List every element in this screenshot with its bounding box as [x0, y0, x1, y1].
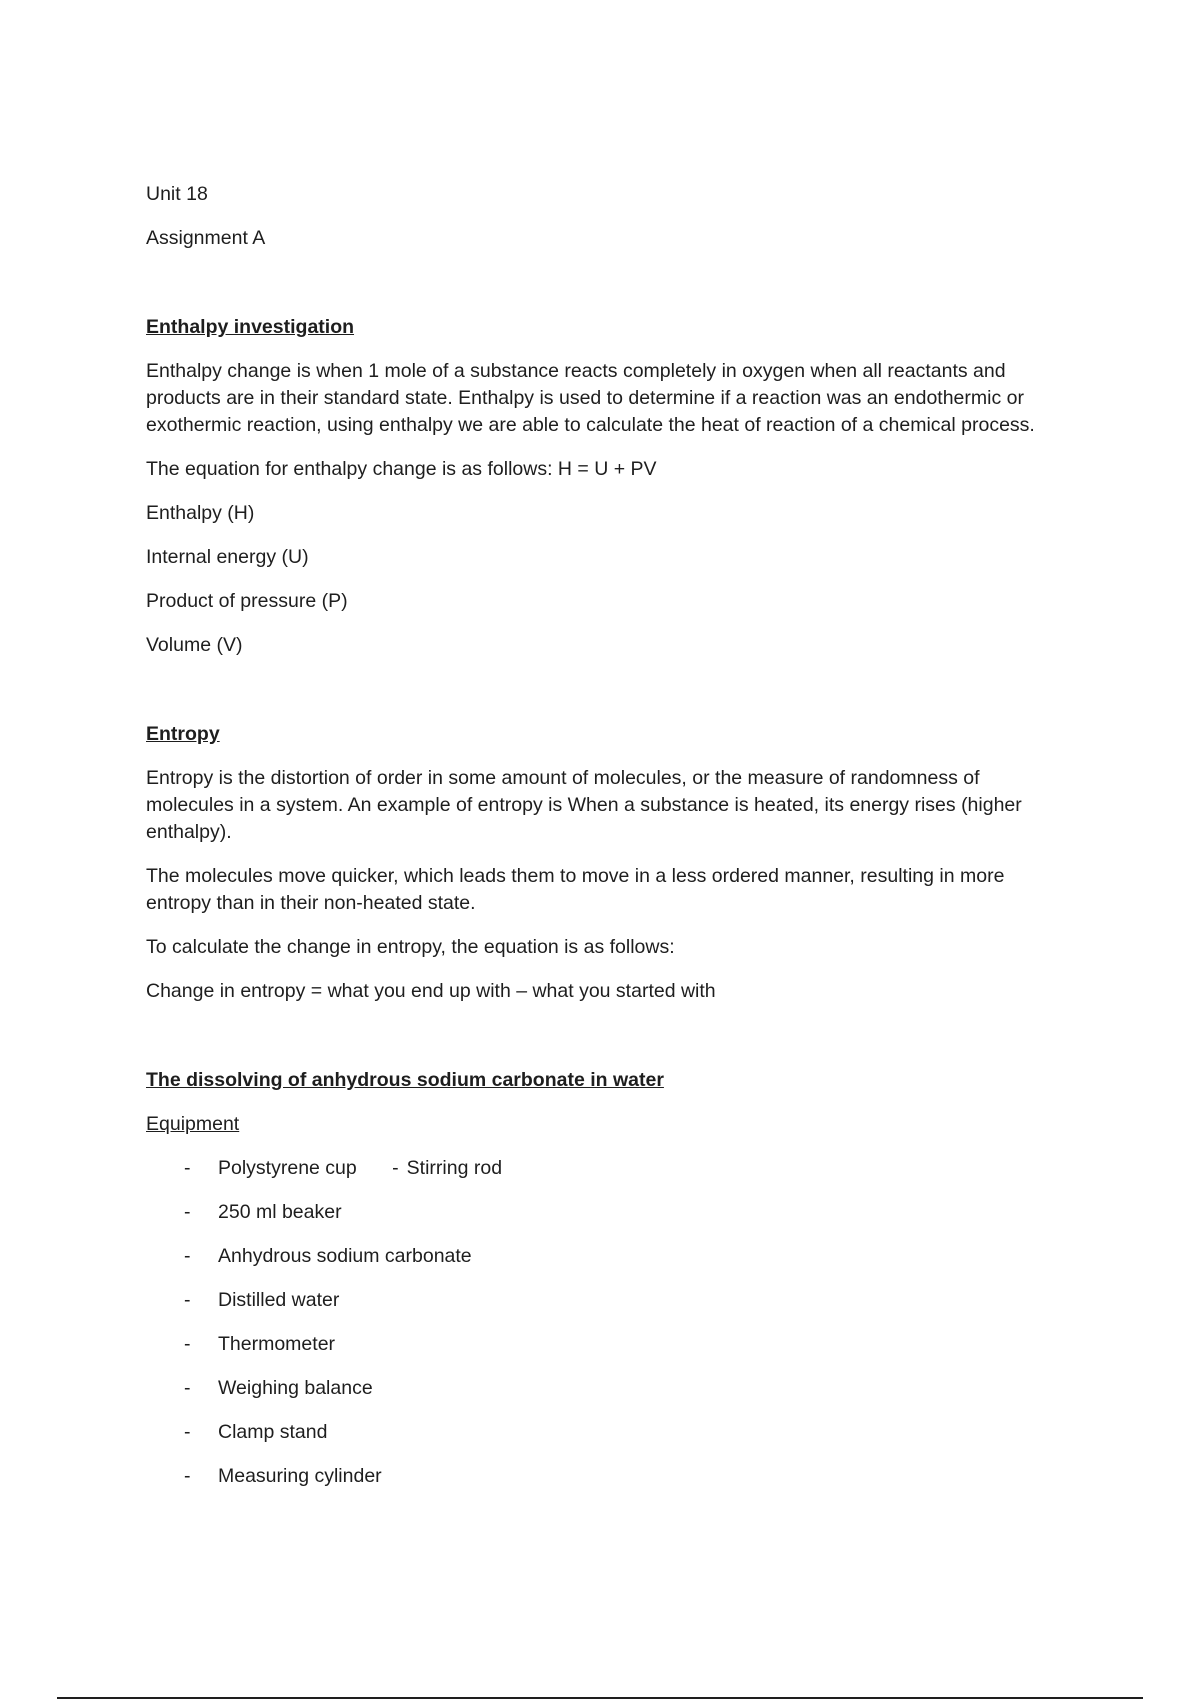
equipment-item: Clamp stand — [218, 1421, 328, 1443]
list-item — [146, 1375, 1046, 1402]
enthalpy-paragraph: Enthalpy change is when 1 mole of a substance reacts completely in oxygen when all reactants and products are in their standard state. Enthalpy is used to determine if a reaction was an endothermic or exothermic reaction, using enthalpy we are able to calculate the heat of reaction of a chemical process. — [146, 360, 1035, 436]
bullet-dash: - — [184, 1465, 191, 1487]
bullet-dash: - — [184, 1201, 191, 1223]
bullet-dash: - — [184, 1157, 191, 1179]
list-item — [146, 1199, 1046, 1226]
list-item — [146, 1331, 1046, 1358]
list-item — [146, 1155, 1046, 1182]
enthalpy-term-u: Internal energy (U) — [146, 546, 309, 568]
enthalpy-term-v: Volume (V) — [146, 634, 243, 656]
equipment-item: Weighing balance — [218, 1377, 373, 1399]
equipment-item: Stirring rod — [406, 1157, 503, 1179]
equipment-item: Distilled water — [218, 1289, 340, 1311]
enthalpy-term-p: Product of pressure (P) — [146, 590, 348, 612]
list-item — [146, 1243, 1046, 1270]
enthalpy-term-h: Enthalpy (H) — [146, 502, 255, 524]
entropy-paragraph-3: To calculate the change in entropy, the equation is as follows: — [146, 936, 675, 958]
entropy-paragraph-1: Entropy is the distortion of order in some amount of molecules, or the measure of randomness of molecules in a system. An example of entropy is When a substance is heated, its energy rises (higher enthalpy). — [146, 767, 1022, 843]
equipment-list — [146, 1155, 1046, 1490]
bullet-dash: - — [184, 1245, 191, 1267]
entropy-heading: Entropy — [146, 723, 220, 745]
list-item — [146, 1287, 1046, 1314]
entropy-equation: Change in entropy = what you end up with – what you started with — [146, 980, 716, 1002]
equipment-item: 250 ml beaker — [218, 1201, 342, 1223]
list-item — [146, 1419, 1046, 1446]
bullet-dash: - — [184, 1377, 191, 1399]
bullet-dash: - — [392, 1157, 399, 1179]
equipment-item: Thermometer — [218, 1333, 336, 1355]
equipment-item: Anhydrous sodium carbonate — [218, 1245, 472, 1267]
bullet-dash: - — [184, 1333, 191, 1355]
equipment-item: Measuring cylinder — [218, 1465, 382, 1487]
enthalpy-equation: The equation for enthalpy change is as follows: H = U + PV — [146, 458, 657, 480]
page-bottom-rule — [57, 1697, 1143, 1699]
dissolving-heading: The dissolving of anhydrous sodium carbonate in water — [146, 1069, 664, 1091]
equipment-item: Polystyrene cup — [218, 1157, 357, 1179]
bullet-dash: - — [184, 1421, 191, 1443]
bullet-dash: - — [184, 1289, 191, 1311]
entropy-paragraph-2: The molecules move quicker, which leads them to move in a less ordered manner, resulting in more entropy than in their non-heated state. — [146, 865, 1005, 914]
unit-title: Unit 18 — [146, 183, 208, 205]
assignment-title: Assignment A — [146, 227, 266, 249]
equipment-heading: Equipment — [146, 1113, 240, 1135]
document-page — [146, 181, 1046, 1507]
list-item — [146, 1463, 1046, 1490]
enthalpy-heading: Enthalpy investigation — [146, 316, 355, 338]
